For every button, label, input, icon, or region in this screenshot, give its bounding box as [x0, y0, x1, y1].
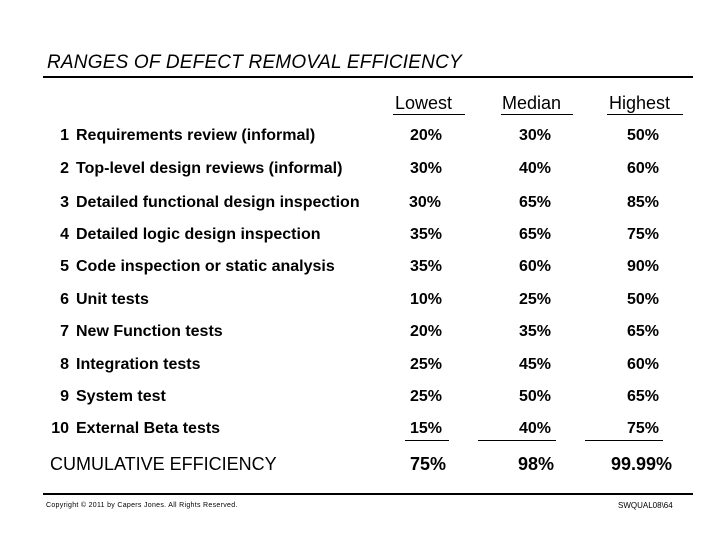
value-highest: 65% — [627, 388, 660, 405]
row-number: 5 — [60, 258, 69, 275]
cumulative-row — [0, 454, 719, 478]
row-label: New Function tests — [76, 323, 223, 340]
value-highest: 75% — [627, 226, 660, 243]
value-highest: 60% — [627, 160, 660, 177]
table-row — [0, 356, 719, 380]
column-header-median: Median — [502, 93, 562, 113]
footer-rule — [43, 493, 693, 495]
title-rule — [43, 76, 693, 78]
summation-rule-median — [478, 440, 556, 441]
header-underline-median — [501, 114, 573, 115]
row-number: 3 — [60, 194, 69, 211]
cumulative-label: CUMULATIVE EFFICIENCY — [50, 454, 277, 474]
row-number: 10 — [51, 420, 69, 437]
value-median: 40% — [519, 160, 552, 177]
table-row — [0, 291, 719, 315]
cumulative-median: 98% — [518, 454, 555, 474]
row-number: 9 — [60, 388, 69, 405]
row-label: Detailed logic design inspection — [76, 226, 321, 243]
value-highest: 65% — [627, 323, 660, 340]
value-median: 40% — [519, 420, 552, 437]
value-lowest: 15% — [410, 420, 443, 437]
row-label: External Beta tests — [76, 420, 221, 437]
summation-rule-highest — [585, 440, 663, 441]
slide-id: SWQUAL08\64 — [618, 501, 673, 510]
column-header-highest: Highest — [609, 93, 671, 113]
value-median: 45% — [519, 356, 552, 373]
value-highest: 50% — [627, 127, 660, 144]
value-lowest: 25% — [410, 356, 443, 373]
value-lowest: 30% — [410, 160, 443, 177]
row-number: 7 — [60, 323, 69, 340]
row-number: 8 — [60, 356, 69, 373]
value-highest: 85% — [627, 194, 660, 211]
value-median: 60% — [519, 258, 552, 275]
table-row — [0, 258, 719, 282]
row-number: 6 — [60, 291, 69, 308]
row-label: System test — [76, 388, 166, 405]
value-highest: 75% — [627, 420, 660, 437]
table-row — [0, 160, 719, 184]
value-lowest: 30% — [409, 194, 442, 211]
cumulative-highest: 99.99% — [611, 454, 673, 474]
value-median: 65% — [519, 226, 552, 243]
row-label: Requirements review (informal) — [76, 127, 316, 144]
value-lowest: 20% — [410, 323, 443, 340]
value-median: 50% — [519, 388, 552, 405]
value-lowest: 10% — [410, 291, 443, 308]
value-median: 65% — [519, 194, 552, 211]
table-row — [0, 127, 719, 151]
value-lowest: 35% — [410, 226, 443, 243]
table-row — [0, 388, 719, 412]
value-lowest: 20% — [410, 127, 443, 144]
value-median: 30% — [519, 127, 552, 144]
row-label: Integration tests — [76, 356, 201, 373]
header-underline-highest — [607, 114, 683, 115]
table-row — [0, 323, 719, 347]
row-label: Detailed functional design inspection — [76, 194, 360, 211]
row-label: Code inspection or static analysis — [76, 258, 335, 275]
table-row — [0, 194, 719, 218]
row-number: 1 — [60, 127, 69, 144]
slide-title: RANGES OF DEFECT REMOVAL EFFICIENCY — [47, 52, 462, 73]
header-underline-lowest — [393, 114, 465, 115]
summation-rule-lowest — [405, 440, 449, 441]
row-number: 2 — [60, 160, 69, 177]
row-label: Unit tests — [76, 291, 149, 308]
value-highest: 60% — [627, 356, 660, 373]
value-highest: 90% — [627, 258, 660, 275]
value-highest: 50% — [627, 291, 660, 308]
copyright-notice: Copyright © 2011 by Capers Jones. All Rights Reserved. — [46, 502, 238, 509]
table-row — [0, 226, 719, 250]
column-header-lowest: Lowest — [395, 93, 453, 113]
value-lowest: 25% — [410, 388, 443, 405]
row-number: 4 — [60, 226, 69, 243]
cumulative-lowest: 75% — [410, 454, 447, 474]
value-median: 25% — [519, 291, 552, 308]
value-median: 35% — [519, 323, 552, 340]
row-label: Top-level design reviews (informal) — [76, 160, 343, 177]
value-lowest: 35% — [410, 258, 443, 275]
